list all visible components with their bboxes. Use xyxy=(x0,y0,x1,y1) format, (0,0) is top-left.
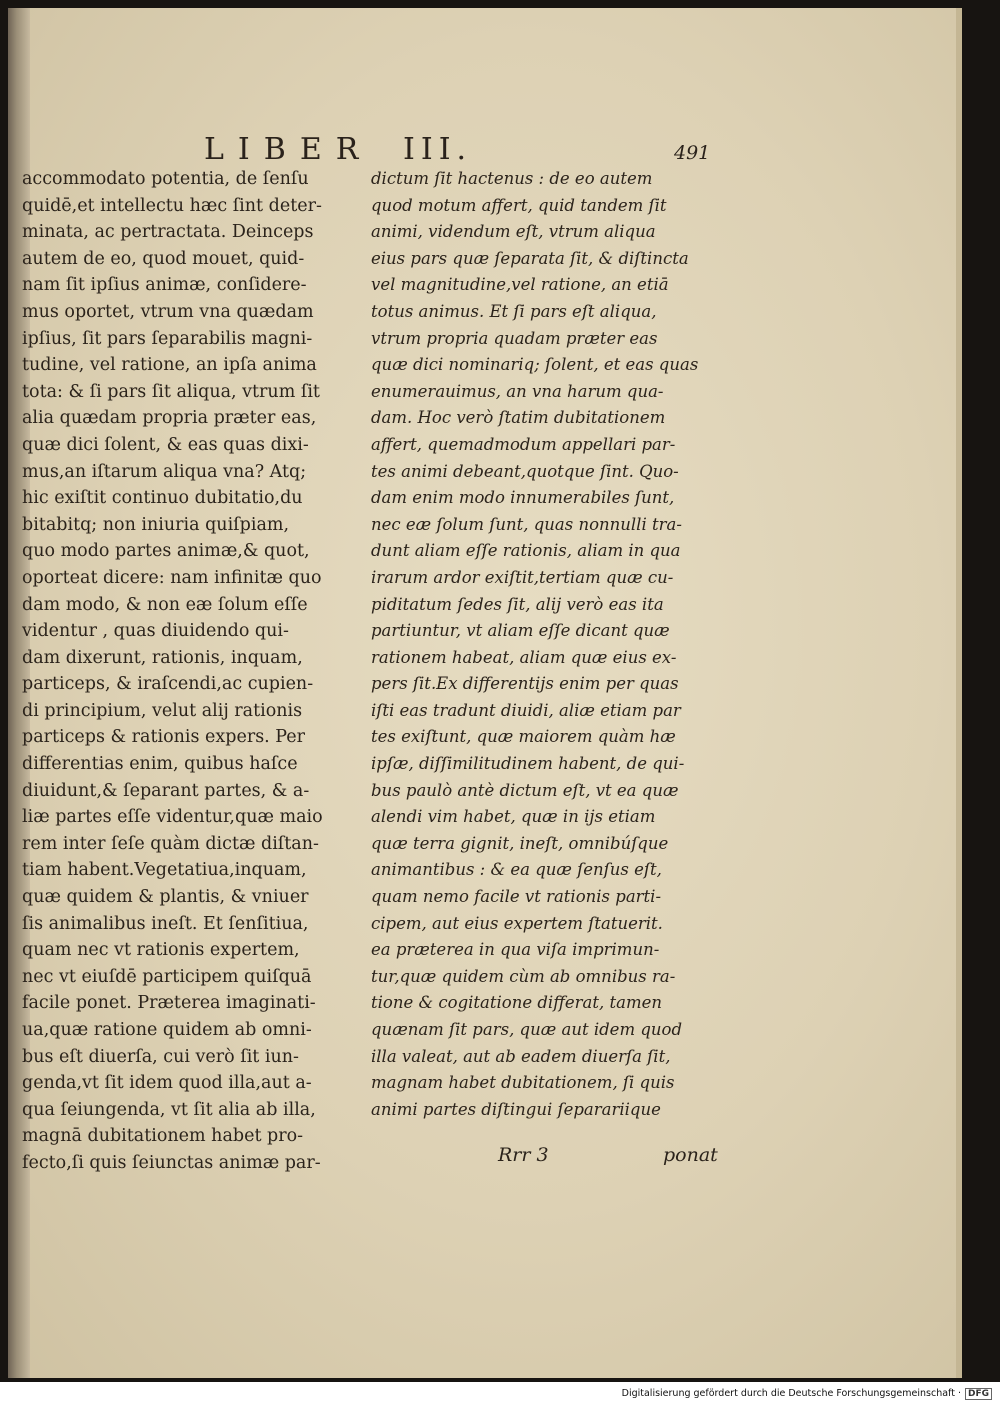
text-line: qua ſeiungenda, vt ſit alia ab illa, xyxy=(22,1099,316,1120)
text-line: dam. Hoc verò ſtatim dubitationem xyxy=(371,408,666,428)
text-line: ipſius, ſit pars ſeparabilis magni- xyxy=(22,328,313,349)
text-line: tes exiſtunt, quæ maiorem quàm hæ xyxy=(371,727,676,747)
header-book-title: LIBER xyxy=(204,132,373,167)
text-line: bus eſt diuerſa, cui verò ſit iun- xyxy=(22,1046,299,1067)
text-line: dam dixerunt, rationis, inquam, xyxy=(22,647,303,668)
digitization-credit xyxy=(622,1388,992,1400)
text-line: accommodato potentia, de ſenſu xyxy=(22,169,309,189)
text-line: quæ dici nominariq; ſolent, et eas quas xyxy=(371,355,699,375)
text-line: quæ dici ſolent, & eas quas dixi- xyxy=(22,434,309,455)
text-line: ea præterea in qua viſa imprimun- xyxy=(371,940,660,960)
text-line: vel magnitudine,vel ratione, an etiā xyxy=(371,275,669,295)
text-line: liæ partes eſſe videntur,quæ maio xyxy=(22,807,323,828)
text-line: partiuntur, vt aliam eſſe dicant quæ xyxy=(371,621,670,641)
right-text-column xyxy=(371,166,726,1123)
text-line: ua,quæ ratione quidem ab omni- xyxy=(22,1020,312,1040)
signature-mark: Rrr 3 xyxy=(498,1144,549,1166)
left-text-column xyxy=(22,166,372,1177)
text-line: particeps & rationis expers. Per xyxy=(22,727,306,748)
text-line: hic exiſtit continuo dubitatio,du xyxy=(22,488,303,509)
text-line: fecto,ſi quis ſeiunctas animæ par- xyxy=(22,1152,321,1173)
text-line: tiam habent.Vegetatiua,inquam, xyxy=(22,860,307,881)
text-line: quænam ſit pars, quæ aut idem quod xyxy=(371,1020,683,1039)
text-line: particeps, & iraſcendi,ac cupien- xyxy=(22,674,314,695)
text-line: cipem, aut eius expertem ſtatuerit. xyxy=(371,913,663,933)
text-line: quod motum affert, quid tandem ſit xyxy=(371,195,667,215)
text-line: piditatum ſedes ſit, alij verò eas ita xyxy=(371,594,664,614)
text-line: facile ponet. Præterea imaginati- xyxy=(22,993,316,1014)
text-line: mus,an iſtarum aliqua vna? Atq; xyxy=(22,461,307,482)
text-line: quam nemo facile vt rationis parti- xyxy=(371,887,662,907)
text-line: illa valeat, aut ab eadem diuerſa ſit, xyxy=(371,1046,671,1066)
text-line: mus oportet, vtrum vna quædam xyxy=(22,301,314,322)
text-line: iſti eas tradunt diuidi, aliæ etiam par xyxy=(371,700,681,720)
page-number: 491 xyxy=(674,142,711,164)
text-line: quam nec vt rationis expertem, xyxy=(22,940,300,961)
text-line: rationem habeat, aliam quæ eius ex- xyxy=(371,647,677,667)
dfg-logo: DFG xyxy=(965,1388,992,1400)
text-line: differentias enim, quibus haſce xyxy=(22,754,298,775)
text-line: alendi vim habet, quæ in ijs etiam xyxy=(371,807,656,827)
text-line: eius pars quæ ſeparata ſit, & diſtincta xyxy=(371,248,689,268)
text-line: autem de eo, quod mouet, quid- xyxy=(22,248,305,269)
text-line: enumerauimus, an vna harum qua- xyxy=(371,381,664,401)
text-line: pers ſit.Ex differentijs enim per quas xyxy=(371,674,679,694)
text-line: tes animi debeant,quotque ſint. Quo- xyxy=(371,461,679,481)
text-line: quæ terra gignit, ineſt, omnibúſque xyxy=(371,833,669,853)
text-line: bus paulò antè dictum eſt, vt ea quæ xyxy=(371,780,679,800)
text-line: magnam habet dubitationem, ſi quis xyxy=(371,1073,675,1093)
text-line: dam modo, & non eæ ſolum eſſe xyxy=(22,594,308,615)
text-line: quæ quidem & plantis, & vniuer xyxy=(22,887,309,908)
text-line: affert, quemadmodum appellari par- xyxy=(371,434,676,454)
text-line: diuidunt,& ſeparant partes, & a- xyxy=(22,780,310,801)
text-line: totus animus. Et ſi pars eſt aliqua, xyxy=(371,301,657,321)
catchword: ponat xyxy=(663,1144,718,1166)
book-page xyxy=(8,8,962,1378)
text-line: nam ſit ipſius animæ, conſidere- xyxy=(22,275,307,296)
text-line: alia quædam propria præter eas, xyxy=(22,408,317,429)
text-line: tota: & ſi pars ſit aliqua, vtrum ſit xyxy=(22,381,320,402)
text-line: magnā dubitationem habet pro- xyxy=(22,1126,304,1147)
text-line: bitabitq; non iniuria quiſpiam, xyxy=(22,514,290,535)
text-line: dunt aliam eſſe rationis, aliam in qua xyxy=(371,541,681,561)
text-line: animi partes diſtingui ſeparariique xyxy=(371,1099,661,1119)
text-line: dam enim modo innumerabiles ſunt, xyxy=(371,488,675,508)
text-line: dictum ſit hactenus : de eo autem xyxy=(371,169,653,188)
text-line: rem inter ſeſe quàm dictæ diſtan- xyxy=(22,833,319,854)
text-line: animi, videndum eſt, vtrum aliqua xyxy=(371,222,656,242)
text-line: quidē,et intellectu hæc ſint deter- xyxy=(22,195,322,216)
text-line: irarum ardor exiſtit,tertiam quæ cu- xyxy=(371,567,674,587)
credit-text: Digitalisierung gefördert durch die Deutsche Forschungsgemeinschaft · xyxy=(621,1388,961,1399)
text-line: quo modo partes animæ,& quot, xyxy=(22,541,310,562)
text-line: ſis animalibus ineſt. Et ſenſitiua, xyxy=(22,913,309,934)
text-line: nec vt eiuſdē participem quiſquā xyxy=(22,966,312,987)
text-line: nec eæ ſolum ſunt, quas nonnulli tra- xyxy=(371,514,682,534)
text-line: genda,vt ſit idem quod illa,aut a- xyxy=(22,1073,312,1094)
text-line: tur,quæ quidem cùm ab omnibus ra- xyxy=(371,966,676,986)
text-line: di principium, velut alij rationis xyxy=(22,700,303,721)
text-line: tudine, vel ratione, an ipſa anima xyxy=(22,355,317,376)
text-line: animantibus : & ea quæ ſenſus eſt, xyxy=(371,860,662,880)
text-line: videntur , quas diuidendo qui- xyxy=(22,621,289,642)
text-line: ipſæ, diſſimilitudinem habent, de qui- xyxy=(371,754,685,774)
text-line: oporteat dicere: nam infinitæ quo xyxy=(22,567,322,588)
text-line: minata, ac pertractata. Deinceps xyxy=(22,222,314,243)
text-line: tione & cogitatione differat, tamen xyxy=(371,993,663,1013)
header-book-number: III. xyxy=(403,132,473,167)
text-line: vtrum propria quadam præter eas xyxy=(371,328,658,348)
